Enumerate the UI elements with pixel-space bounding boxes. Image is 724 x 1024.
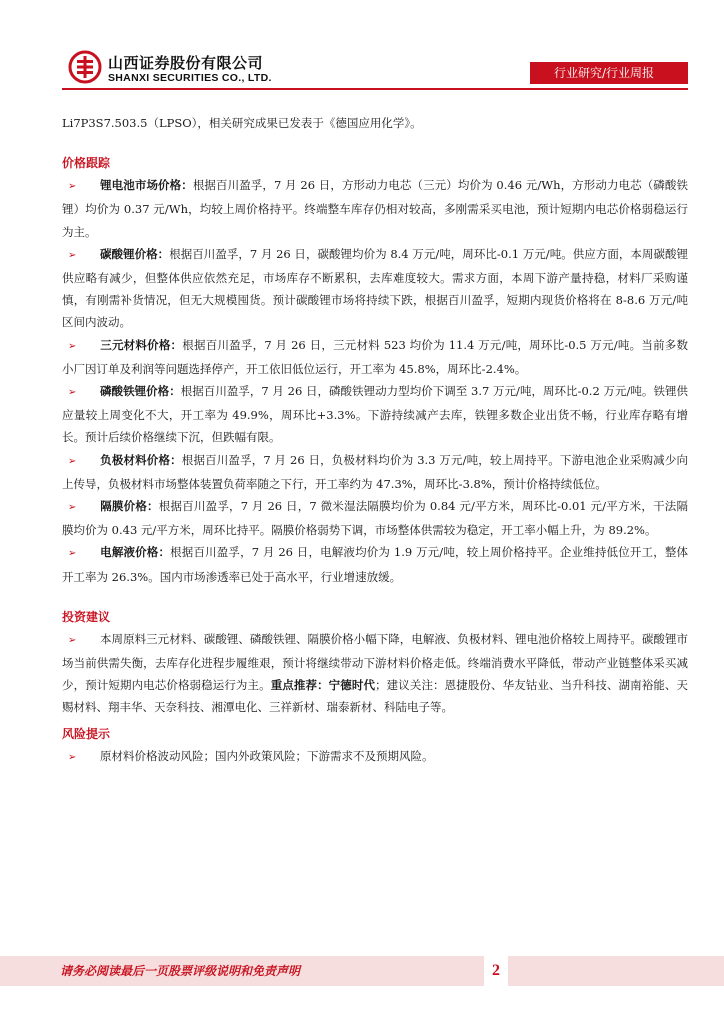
arrow-bullet-icon: ➢ (68, 181, 77, 193)
item-text: 根据百川盈孚，7 月 26 日，磷酸铁锂动力型均价下调至 3.7 万元/吨，周环比-0.2 万元/吨。铁锂供应量较上周变化不大，开工率为 49.9%，周环比+3.3%。下游持续减产去库，铁锂多数企业出货不畅，行业库存略有增长。预计后续价格继续下沉，但跌幅有限。 (62, 384, 689, 445)
item-label: 隔膜价格： (100, 499, 159, 514)
item-label: 电解液价格： (100, 545, 171, 560)
item-label: 负极材料价格： (100, 452, 182, 467)
company-name-cn: 山西证券股份有限公司 (108, 54, 264, 72)
invest-text: 本周原料三元材料、碳酸锂、磷酸铁锂、隔膜价格小幅下降，电解液、负极材料、锂电池价格较上周持平。碳酸锂市场当前供需失衡，去库存化进程步履维艰，预计将继续带动下游材料价格走低。终端消费水平降低，带动产业链整体采买减少，预计短期内电芯价格弱稳运行为主。 (62, 631, 688, 693)
item-text: 根据百川盈孚，7 月 26 日，7 微米湿法隔膜均价为 0.84 元/平方米，周环比-0.01 元/平方米，干法隔膜均价为 0.43 元/平方米，周环比持平。隔膜价格弱势下调，市场整体供需较为稳定，开工率小幅上升，为 89.2%。 (62, 499, 688, 538)
company-name-en: SHANXI SECURITIES CO., LTD. (108, 72, 272, 84)
arrow-bullet-icon: ➢ (68, 751, 77, 763)
invest-paragraph (62, 628, 688, 719)
price-item-ternary (62, 334, 688, 380)
arrow-bullet-icon: ➢ (68, 387, 77, 399)
price-item-battery (62, 174, 688, 243)
invest-highlight: 重点推荐：宁德时代 (270, 678, 376, 693)
item-label: 锂电池市场价格： (100, 178, 193, 193)
item-label: 碳酸锂价格： (100, 246, 170, 261)
arrow-bullet-icon: ➢ (68, 548, 77, 560)
report-body (62, 112, 688, 769)
report-category: 行业研究/行业周报 (554, 66, 655, 80)
header-divider (62, 88, 688, 90)
item-label: 磷酸铁锂价格： (100, 384, 181, 399)
item-label: 三元材料价格： (100, 337, 183, 352)
arrow-bullet-icon: ➢ (68, 455, 77, 467)
item-text: 根据百川盈孚，7 月 26 日，方形动力电芯（三元）均价为 0.46 元/Wh，方形动力电芯（磷酸铁锂）均价为 0.37 元/Wh，均较上周价格持平。终端整车库存仍相对较高，多刚需采买电池，预计短期内电芯价格弱稳运行为主。 (62, 178, 688, 239)
risk-text: 原材料价格波动风险；国内外政策风险；下游需求不及预期风险。 (100, 748, 434, 763)
risk-paragraph (62, 745, 688, 769)
price-item-lithium-carbonate (62, 243, 688, 334)
item-text: 根据百川盈孚，7 月 26 日，负极材料均价为 3.3 万元/吨，较上周持平。下游电池企业采购减少向上传导，负极材料市场整体装置负荷率随之下行，开工率约为 47.3%，周环比-3.8%，预计价格持续低位。 (62, 452, 689, 491)
intro-line: Li7P3S7.503.5（LPSO），相关研究成果已发表于《德国应用化学》。 (62, 116, 422, 130)
invest-text-suffix: ；建议关注：恩捷股份、华友钴业、当升科技、湖南裕能、天赐材料、翔丰华、天奈科技、湘潭电化、三祥新材、瑞泰新材、科陆电子等。 (62, 678, 689, 715)
arrow-bullet-icon: ➢ (68, 502, 77, 514)
page-number: 2 (484, 956, 508, 986)
arrow-bullet-icon: ➢ (68, 249, 77, 261)
price-item-anode (62, 449, 688, 495)
item-text: 根据百川盈孚，7 月 26 日，电解液均价为 1.9 万元/吨，较上周价格持平。企业维持低位开工，整体开工率为 26.3%。国内市场渗透率已处于高水平，行业增速放缓。 (62, 545, 689, 584)
price-item-separator (62, 495, 688, 541)
risk-section-title: 风险提示 (62, 726, 111, 741)
item-text: 根据百川盈孚，7 月 26 日，碳酸锂均价为 8.4 万元/吨，周环比-0.1 万元/吨。供应方面，本周碳酸锂供应略有减少，但整体供应依然充足，市场库存不断累积，去库难度较大。需求方面，本周下游产量持稳，材料厂采购谨慎，有刚需补货情况，但无大规模囤货。预计碳酸锂市场将持续下跌，根据百川盈孚，短期内现货价格将在 8-8.6 万元/吨区间内波动。 (62, 246, 689, 330)
invest-section-title: 投资建议 (62, 609, 111, 624)
arrow-bullet-icon: ➢ (68, 340, 77, 352)
arrow-bullet-icon: ➢ (68, 634, 77, 646)
company-logo-icon (68, 50, 102, 84)
price-section-title: 价格跟踪 (62, 156, 111, 171)
price-item-lfp (62, 380, 688, 449)
item-text: 根据百川盈孚，7 月 26 日，三元材料 523 均价为 11.4 万元/吨，周环比-0.5 万元/吨。当前多数小厂因订单及利润等问题选择停产，开工依旧低位运行，开工率为 45.8%，周环比-2.4%。 (62, 337, 689, 376)
price-item-electrolyte (62, 541, 688, 587)
page-header (0, 0, 724, 110)
footer-disclaimer: 请务必阅读最后一页股票评级说明和免责声明 (60, 964, 301, 978)
